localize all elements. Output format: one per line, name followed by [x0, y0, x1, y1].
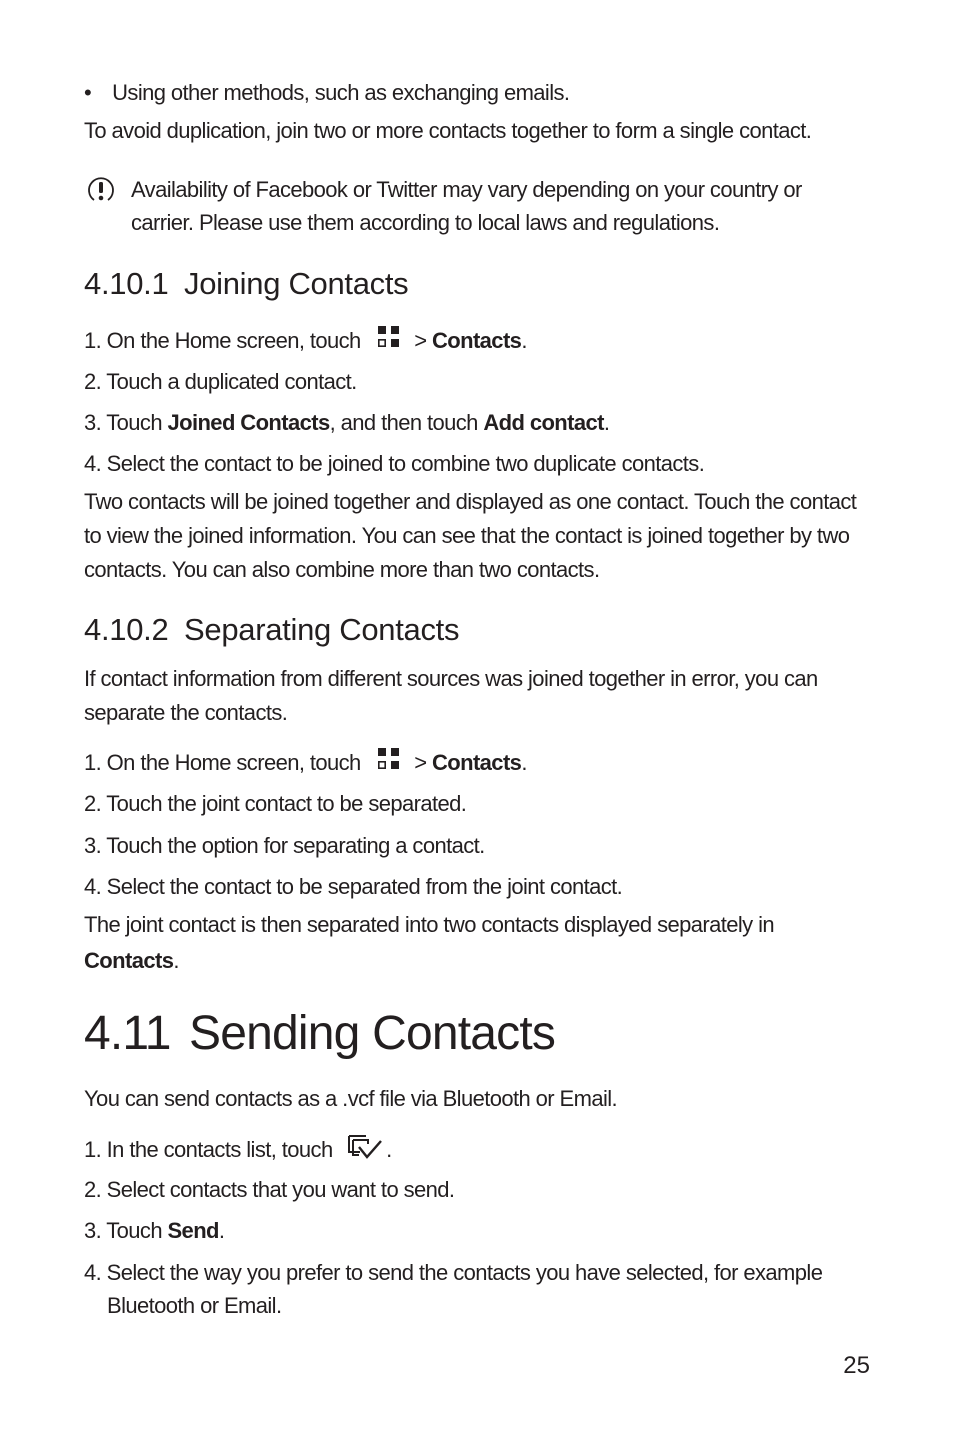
separate-step-1	[84, 746, 527, 782]
send-step-1	[84, 1132, 392, 1170]
apps-grid-icon	[376, 324, 402, 360]
contacts-label: Contacts	[431, 328, 522, 353]
join-para-line-1: Two contacts will be joined together and displayed as one contact. Touch the contact	[84, 489, 857, 514]
step-text: 3. Touch	[84, 410, 168, 435]
section-title: Joining Contacts	[184, 266, 409, 301]
send-step-2: 2. Select contacts that you want to send.	[84, 1177, 455, 1202]
join-para-line-3: contacts. You can also combine more than two contacts.	[84, 557, 600, 582]
section-number: 4.10.1	[84, 266, 169, 301]
bullet-mark: •	[84, 80, 92, 105]
section-title: Sending Contacts	[189, 1007, 556, 1060]
send-step-4-line-2: Bluetooth or Email.	[107, 1293, 282, 1318]
join-step-3	[84, 406, 609, 440]
contacts-label: Contacts	[84, 948, 174, 973]
separate-para-line-1: The joint contact is then separated into two contacts displayed separately in	[84, 912, 775, 937]
avoid-duplication-text: To avoid duplication, join two or more contacts together to form a single contact.	[84, 118, 812, 143]
page-number: 25	[843, 1352, 870, 1379]
joined-contacts-label: Joined Contacts	[167, 410, 330, 435]
step-text: 1. In the contacts list, touch	[84, 1136, 333, 1162]
bullet-text: Using other methods, such as exchanging emails.	[112, 80, 570, 105]
separate-intro-line-1: If contact information from different sources was joined together in error, you can	[84, 666, 818, 691]
section-heading-sending-contacts	[84, 1006, 555, 1061]
step-text: 3. Touch	[84, 1218, 168, 1243]
period: .	[521, 750, 527, 775]
separate-step-4: 4. Select the contact to be separated from the joint contact.	[84, 874, 623, 899]
step-text: 1. On the Home screen, touch	[84, 750, 361, 775]
note-line-2: carrier. Please use them according to local laws and regulations.	[131, 210, 720, 235]
contacts-label: Contacts	[431, 750, 522, 775]
separate-step-3: 3. Touch the option for separating a contact.	[84, 833, 485, 858]
send-intro: You can send contacts as a .vcf file via Bluetooth or Email.	[84, 1086, 618, 1111]
section-number: 4.10.2	[84, 612, 169, 647]
period: .	[386, 1136, 392, 1162]
separate-intro-line-2: separate the contacts.	[84, 700, 288, 725]
send-label: Send	[167, 1218, 219, 1243]
section-heading-separating-contacts	[84, 612, 459, 648]
period: .	[521, 328, 527, 353]
section-title: Separating Contacts	[184, 612, 460, 647]
note-line-1: Availability of Facebook or Twitter may vary depending on your country or	[131, 177, 802, 202]
separate-step-2: 2. Touch the joint contact to be separated.	[84, 791, 467, 816]
period: .	[603, 410, 610, 435]
separate-para-line-2	[84, 944, 179, 978]
separator: >	[414, 750, 427, 775]
period: .	[218, 1218, 225, 1243]
bullet-item	[84, 76, 569, 110]
send-step-3	[84, 1214, 224, 1248]
section-number: 4.11	[84, 1007, 171, 1060]
join-step-1	[84, 324, 527, 360]
multi-select-icon	[346, 1132, 384, 1170]
separator: >	[414, 328, 427, 353]
join-para-line-2: to view the joined information. You can see that the contact is joined together by two	[84, 523, 850, 548]
step-text: , and then touch	[329, 410, 484, 435]
apps-grid-icon	[376, 746, 402, 782]
add-contact-label: Add contact	[483, 410, 604, 435]
step-text: 1. On the Home screen, touch	[84, 328, 361, 353]
period: .	[173, 948, 179, 973]
join-step-2: 2. Touch a duplicated contact.	[84, 369, 357, 394]
send-step-4-line-1: 4. Select the way you prefer to send the contacts you have selected, for example	[84, 1260, 823, 1285]
section-heading-joining-contacts	[84, 266, 408, 302]
caution-icon	[86, 175, 116, 205]
join-step-4: 4. Select the contact to be joined to combine two duplicate contacts.	[84, 451, 705, 476]
